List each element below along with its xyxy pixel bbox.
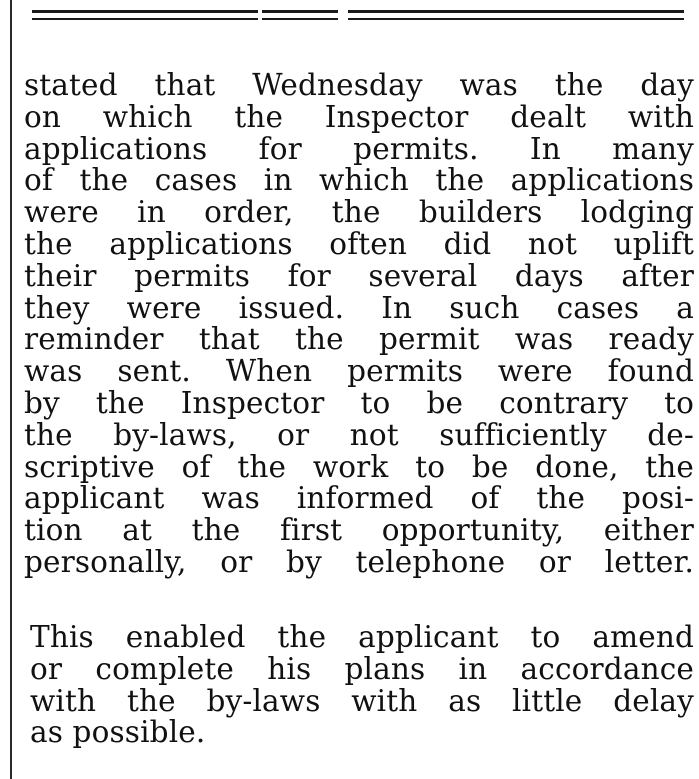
text-line: personally, or by telephone or letter.: [24, 544, 694, 579]
top-rule-5: [348, 10, 684, 13]
text-line: the by-laws, or not sufficiently de-: [24, 417, 694, 452]
top-rule-3: [262, 10, 338, 13]
paragraph-1: [24, 70, 694, 579]
text-line: scriptive of the work to be done, the: [24, 449, 694, 484]
text-line: applicant was informed of the posi-: [24, 481, 694, 516]
text-line: on which the Inspector dealt with: [24, 99, 694, 134]
text-line: This enabled the applicant to amend: [30, 620, 694, 654]
text-line: they were issued. In such cases a: [24, 290, 694, 325]
text-line: with the by-laws with as little delay: [30, 683, 694, 718]
column-rule: [10, 0, 12, 779]
text-line: or complete his plans in accordance: [30, 651, 694, 686]
top-rule-1: [32, 10, 258, 13]
text-line: by the Inspector to be contrary to: [24, 385, 694, 420]
text-line: stated that Wednesday was the day: [24, 68, 694, 102]
text-line: reminder that the permit was ready: [24, 322, 694, 357]
top-rule-6: [348, 18, 684, 20]
paragraph-2: [30, 622, 694, 749]
text-line: the applications often did not uplift: [24, 226, 694, 261]
text-line: tion at the first opportunity, either: [24, 513, 694, 548]
text-line: applications for permits. In many: [24, 131, 694, 166]
text-line: were in order, the builders lodging: [24, 195, 694, 230]
top-rule-2: [32, 18, 258, 20]
top-rule-4: [262, 18, 338, 20]
text-line: their permits for several days after: [24, 258, 694, 293]
text-line: was sent. When permits were found: [24, 354, 694, 389]
text-line: as possible.: [30, 715, 206, 750]
text-line: of the cases in which the applications: [24, 163, 694, 198]
